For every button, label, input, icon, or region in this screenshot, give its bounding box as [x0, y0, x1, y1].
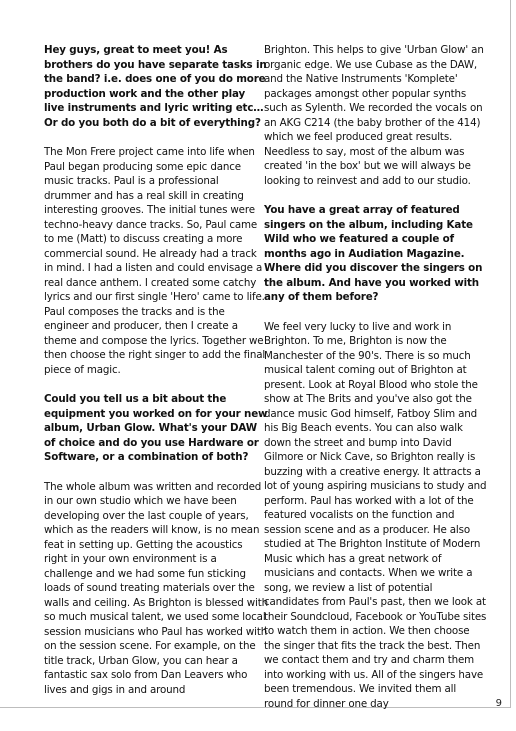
interview-answer: The whole album was written and recorded in our own studio which we have been developing over the last couple of years, which as the readers will know, is no mean feat in setting up. Getting the acoustics right in your own environment is a challenge and we had some fun sticking loads of sound treating materials over the walls and ceiling. As Brighton is blessed with so much musical talent, we used some local session musicians who Paul has worked with on the session scene. For example, on the title track, Urban Glow, you can hear a fantastic sax solo from Dan Leavers who lives and gigs in and around	[44, 480, 269, 696]
interview-question: Could you tell us a bit about the equipment you worked on for your new album, Urban Glow. What's your DAW of choice and do you use Hardware or Software, or a combination of both?	[44, 393, 268, 463]
page-number: 9	[495, 698, 502, 709]
right-column	[264, 43, 488, 726]
interview-question: Hey guys, great to meet you! As brothers do you have separate tasks in the band? i.e. does one of you do more production work and the other play live instruments and lyric writing etc… Or do you both do a bit of everything?	[44, 44, 267, 129]
left-column	[44, 43, 268, 712]
interview-question: You have a great array of featured singers on the album, including Kate Wild who we featured a couple of months ago in Audiation Magazine. Where did you discover the singers on the album. And have you worked with any of them before?	[264, 204, 483, 303]
interview-answer: The Mon Frere project came into life when Paul began producing some epic dance music tracks. Paul is a professional drummer and has a real skill in creating interesting grooves. The initial tunes were techno-heavy dance tracks. So, Paul came to me (Matt) to discuss creating a more commercial sound. He already had a track in mind. I had a listen and could envisage a real dance anthem. I created some catchy lyrics and our first single 'Hero' came to life. Paul composes the tracks and is the engineer and producer, then I create a theme and compose the lyrics. Together we then choose the right singer to add the final piece of magic.	[44, 146, 266, 376]
interview-answer: Brighton. This helps to give 'Urban Glow' an organic edge. We use Cubase as the DAW, and the Native Instruments 'Komplete' packages amongst other popular synths such as Sylenth. We recorded the vocals on an AKG C214 (the baby brother of the 414) which we feel produced great results. Needless to say, most of the album was created 'in the box' but we will always be looking to reinvest and add to our studio.	[264, 44, 484, 187]
interview-answer: We feel very lucky to live and work in Brighton. To me, Brighton is now the Manchester of the 90's. There is so much musical talent coming out of Brighton at present. Look at Royal Blood who stole the show at The Brits and you've also got the dance music God himself, Fatboy Slim and his Big Beach events. You can also walk down the street and bump into David Gilmore or Nick Cave, so Brighton really is buzzing with a creative energy. It attracts a lot of young aspiring musicians to study and perform. Paul has worked with a lot of the featured vocalists on the function and session scene and as a producer. He also studied at The Brighton Institute of Modern Music which has a great network of musicians and contacts. When we write a song, we review a list of potential candidates from Paul's past, then we look at their Soundcloud, Facebook or YouTube sites to watch them in action. We then choose the singer that fits the track the best. Then we contact them and try and charm them into working with us. All of the singers have been tremendous. We invited them all round for dinner one day	[264, 320, 487, 710]
